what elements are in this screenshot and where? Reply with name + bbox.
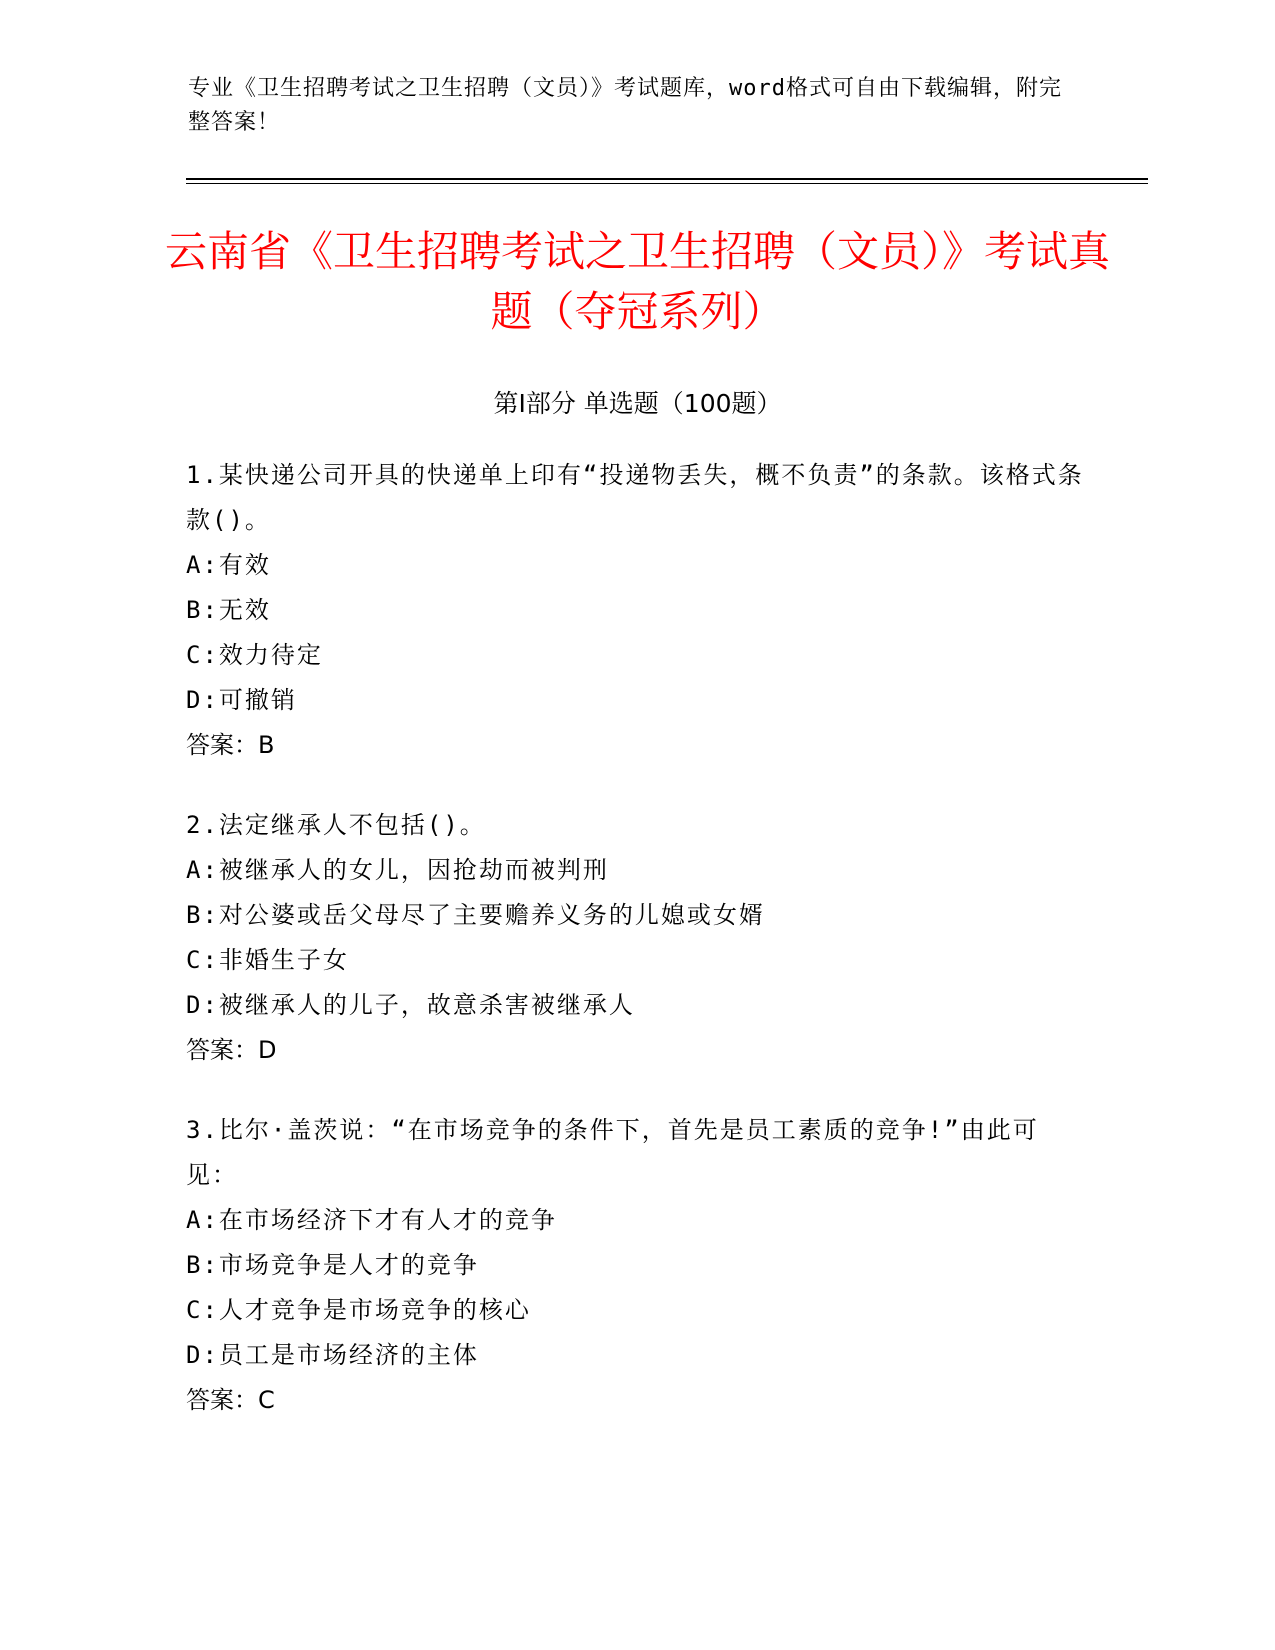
- document-title: 云南省《卫生招聘考试之卫生招聘（文员）》考试真题（夺冠系列）: [164, 227, 1110, 336]
- option-a: A:在市场经济下才有人才的竞争: [186, 1206, 557, 1234]
- answer: 答案：B: [186, 731, 275, 759]
- option-c: C:非婚生子女: [186, 946, 349, 974]
- option-c: C:人才竞争是市场竞争的核心: [186, 1296, 531, 1324]
- question-stem: 3.比尔·盖茨说：“在市场竞争的条件下，首先是员工素质的竞争!”由此可见：: [186, 1116, 1039, 1189]
- option-a: A:有效: [186, 551, 271, 579]
- question-stem: 2.法定继承人不包括()。: [186, 811, 486, 839]
- header-divider-thin: [186, 183, 1148, 184]
- option-b: B:无效: [186, 596, 271, 624]
- option-d: D:被继承人的儿子，故意杀害被继承人: [186, 991, 635, 1019]
- header-note: 专业《卫生招聘考试之卫生招聘（文员）》考试题库，word格式可自由下载编辑，附完整答案！: [188, 76, 1062, 135]
- option-d: D:可撤销: [186, 686, 297, 714]
- question-stem: 1.某快递公司开具的快递单上印有“投递物丢失，概不负责”的条款。该格式条款()。: [186, 461, 1084, 534]
- option-b: B:对公婆或岳父母尽了主要赡养义务的儿媳或女婿: [186, 901, 765, 929]
- header-divider-thick: [186, 178, 1148, 180]
- option-b: B:市场竞争是人才的竞争: [186, 1251, 479, 1279]
- question-3: [186, 1108, 1086, 1423]
- answer: 答案：D: [186, 1036, 277, 1064]
- option-c: C:效力待定: [186, 641, 323, 669]
- option-a: A:被继承人的女儿，因抢劫而被判刑: [186, 856, 609, 884]
- section-title: 第Ⅰ部分 单选题（100题）: [493, 389, 782, 418]
- question-2: [186, 803, 1086, 1073]
- question-1: [186, 453, 1086, 768]
- option-d: D:员工是市场经济的主体: [186, 1341, 479, 1369]
- answer: 答案：C: [186, 1386, 275, 1414]
